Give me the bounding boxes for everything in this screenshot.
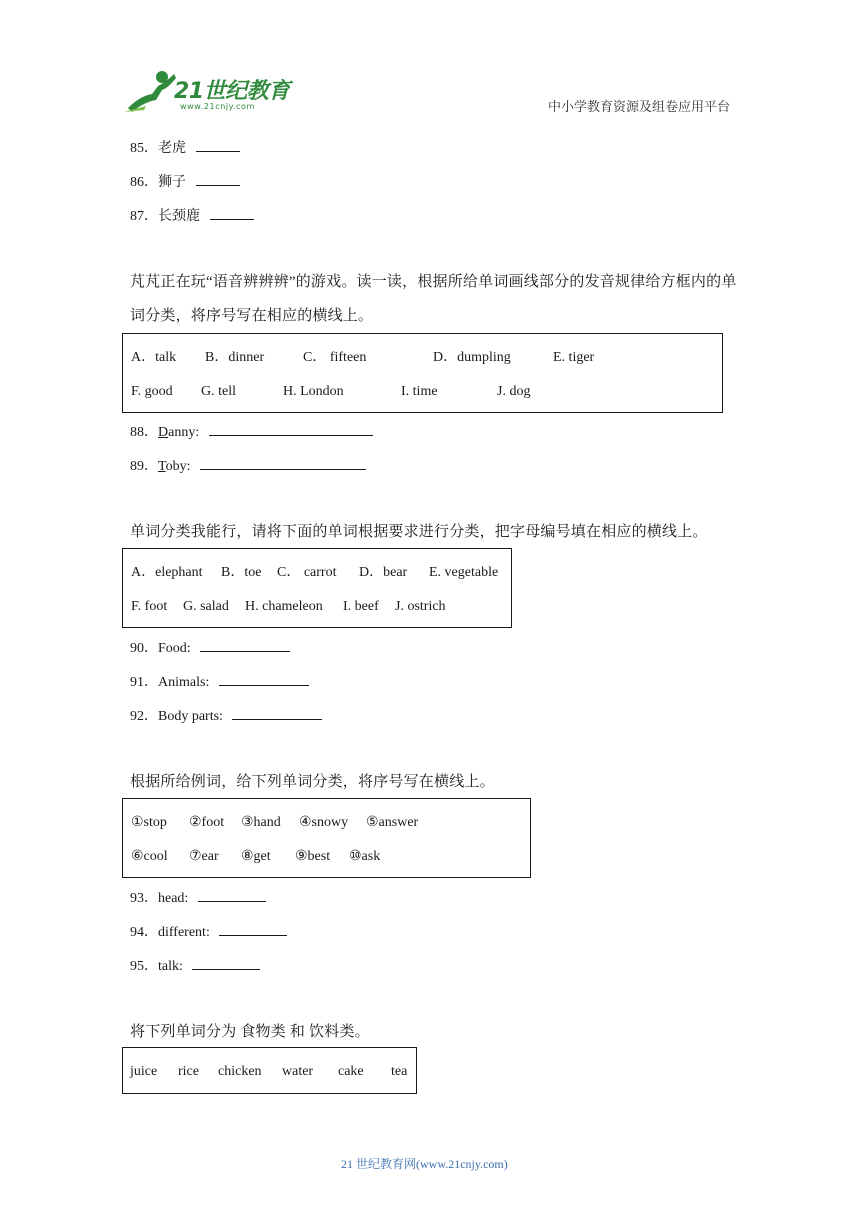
option-f: F. good	[131, 384, 173, 399]
option-9: ⑨best	[295, 849, 331, 864]
section4-intro: 将下列单词分为 食物类 和 饮料类。	[130, 1024, 370, 1040]
word-water: water	[282, 1064, 314, 1079]
answer-blank[interactable]	[198, 887, 266, 902]
word-chicken: chicken	[218, 1064, 262, 1079]
option-8: ⑧get	[241, 849, 271, 864]
question-text: 长颈鹿	[158, 209, 200, 224]
question-87	[130, 205, 254, 227]
section1-intro-line2: 词分类，将序号写在相应的横线上。	[130, 308, 374, 324]
section1-intro-line1: 芃芃正在玩“语音辨辨辨”的游戏。读一读，根据所给单词画线部分的发音规律给方框内的单	[130, 274, 737, 290]
question-text: talk:	[158, 959, 183, 974]
option-i: I. beef	[343, 599, 379, 614]
question-number: 91．	[130, 675, 158, 690]
answer-blank[interactable]	[196, 171, 240, 186]
option-i: I. time	[401, 384, 438, 399]
question-text: Animals:	[158, 675, 210, 690]
option-3: ③hand	[241, 815, 281, 830]
question-number: 88．	[130, 425, 158, 440]
option-4: ④snowy	[299, 815, 349, 830]
question-number: 85．	[130, 141, 158, 156]
option-b: B．toe	[221, 565, 262, 580]
underlined-letter: D	[158, 425, 169, 440]
word-box-4	[122, 1047, 417, 1094]
runner-logo-icon	[122, 68, 178, 116]
question-text: head:	[158, 891, 189, 906]
option-h: H. London	[283, 384, 344, 399]
logo-text: 21世纪教育	[174, 79, 290, 104]
answer-blank[interactable]	[219, 671, 309, 686]
question-number: 90．	[130, 641, 158, 656]
question-text: Food:	[158, 641, 191, 656]
site-logo	[122, 68, 292, 116]
option-h: H. chameleon	[245, 599, 323, 614]
option-g: G. tell	[201, 384, 236, 399]
word-cake: cake	[338, 1064, 364, 1079]
word-box-2	[122, 548, 512, 628]
option-1: ①stop	[131, 815, 167, 830]
question-number: 86．	[130, 175, 158, 190]
answer-blank[interactable]	[192, 955, 260, 970]
question-number: 94．	[130, 925, 158, 940]
question-text: 狮子	[158, 175, 186, 190]
question-94	[130, 921, 287, 943]
question-95	[130, 955, 260, 977]
answer-blank[interactable]	[209, 421, 373, 436]
word-juice: juice	[130, 1064, 158, 1079]
underlined-letter: T	[158, 459, 166, 474]
logo-subtitle: www.21cnjy.com	[180, 102, 255, 111]
question-text: different:	[158, 925, 210, 940]
word-rice: rice	[178, 1064, 199, 1079]
option-a: A．elephant	[131, 565, 203, 580]
section2-intro: 单词分类我能行，请将下面的单词根据要求进行分类，把字母编号填在相应的横线上。	[130, 524, 708, 540]
question-91	[130, 671, 309, 693]
option-j: J. dog	[497, 384, 531, 399]
word-tea: tea	[391, 1064, 408, 1079]
question-text: oby:	[165, 459, 191, 474]
section3-intro: 根据所给例词，给下列单词分类，将序号写在横线上。	[130, 774, 495, 790]
question-number: 95．	[130, 959, 158, 974]
option-10: ⑩ask	[349, 849, 381, 864]
answer-blank[interactable]	[232, 705, 322, 720]
question-text: anny:	[168, 425, 200, 440]
question-number: 87．	[130, 209, 158, 224]
question-number: 89．	[130, 459, 158, 474]
option-d: D．bear	[359, 565, 408, 580]
header-platform-text: 中小学教育资源及组卷应用平台	[548, 99, 731, 114]
question-85	[130, 137, 240, 159]
answer-blank[interactable]	[210, 205, 254, 220]
option-j: J. ostrich	[395, 599, 446, 614]
question-90	[130, 637, 290, 659]
option-6: ⑥cool	[131, 849, 168, 864]
word-box-1	[122, 333, 723, 413]
answer-blank[interactable]	[196, 137, 240, 152]
question-text: 老虎	[158, 141, 186, 156]
option-7: ⑦ear	[189, 849, 219, 864]
option-2: ②foot	[189, 815, 225, 830]
question-92	[130, 705, 322, 727]
answer-blank[interactable]	[200, 455, 366, 470]
question-number: 93．	[130, 891, 158, 906]
option-e: E. vegetable	[429, 565, 499, 580]
question-89	[130, 455, 366, 477]
question-86	[130, 171, 240, 193]
question-88	[130, 421, 373, 443]
answer-blank[interactable]	[219, 921, 287, 936]
question-number: 92．	[130, 709, 158, 724]
option-e: E. tiger	[553, 350, 595, 365]
option-f: F. foot	[131, 599, 168, 614]
option-d: D．dumpling	[433, 350, 511, 365]
word-box-3	[122, 798, 531, 878]
option-g: G. salad	[183, 599, 229, 614]
question-text: Body parts:	[158, 709, 223, 724]
option-5: ⑤answer	[366, 815, 419, 830]
option-a: A．talk	[131, 350, 177, 365]
answer-blank[interactable]	[200, 637, 290, 652]
option-b: B．dinner	[205, 350, 265, 365]
question-93	[130, 887, 266, 909]
option-c: C． fifteen	[303, 350, 367, 365]
footer-text[interactable]: 21 世纪教育网(www.21cnjy.com)	[341, 1157, 508, 1171]
option-c: C． carrot	[277, 565, 337, 580]
